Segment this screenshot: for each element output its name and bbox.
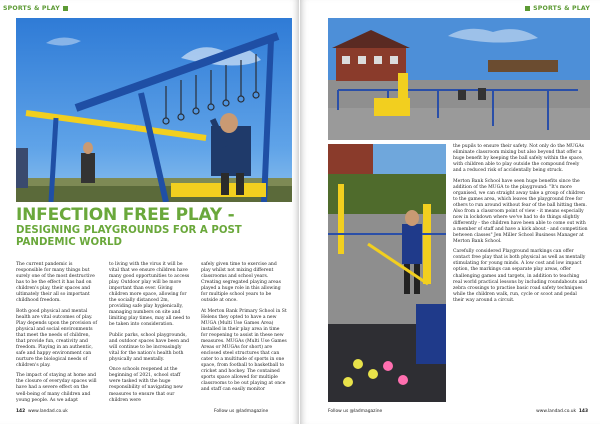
paragraph: safely given time to exercise and play whilst not mixing different classrooms and school years. Creating segregated playing areas played a huge role in this allowing for multiple school years to be outside at once. — [201, 262, 281, 304]
hero-photo-climbing-frame — [16, 18, 292, 202]
section-label: SPORTS & PLAY — [3, 5, 60, 12]
right-page — [300, 0, 600, 424]
article-title: INFECTION FREE PLAY - — [16, 205, 235, 225]
section-square-icon — [525, 6, 530, 11]
paragraph: Both good physical and mental health are vital outcomes of play. Play depends upon the provision of physical and social environments that meet the needs of children, that provide fun, creativity and freedom. Playing in an authentic, safe and happy environment can nurture the biological needs of children's play. — [16, 308, 98, 369]
section-square-icon — [63, 6, 68, 11]
paragraph: Once schools reopened at the beginning of 2021, school staff were tasked with the huge responsibility of navigating new measures to ensure that our children were — [109, 367, 183, 403]
text-column-1 — [16, 262, 99, 408]
paragraph: Public parks, school playgrounds, and outdoor spaces have been and will continue to be increasingly vital for the nation's health both physically and mentally. — [109, 332, 190, 362]
follow-text-right: Follow us @ladmagazine — [328, 409, 383, 414]
hero-photo-illustration — [16, 18, 292, 202]
muga-photo-illustration — [328, 18, 590, 140]
paragraph: Merton Bank School have seen huge benefits since the addition of the MUGA to the playground: "It's more organised, we can straight away take a group of children to the games area, which leaves the playground free for others to run around without fear of the ball hitting them. Also from a classroom point of view - it means especially now in lockdown where we've had to do things slightly differently - the children have been able to come out with a member of staff and have a kick about - and competition between classes" Jen Miller School Business Manager at Merton Bank School. — [453, 178, 588, 244]
paragraph: At Merton Bank Primary School in St Helens they opted to have a new MUGA (Multi Use Games Area) installed in their play area in time for reopening to assist in these new measures. MUGAs (Multi Use Games Areas or MUGAs for short) are enclosed steel structures that can cater to a multitude of sports in one space, from football to basketball to cricket and hockey. The contained sports space allowed for multiple classrooms to be out playing at once and staff can easily monitor — [201, 308, 287, 393]
section-tag-right — [522, 5, 590, 12]
footer-left-follow — [214, 409, 268, 414]
website-link-left[interactable]: www.landad.co.uk — [27, 409, 68, 414]
left-page — [0, 0, 299, 424]
footer-right-follow — [328, 409, 382, 414]
follow-text-left: Follow us @ladmagazine — [214, 409, 269, 414]
paragraph: The impact of staying at home and the closure of everyday spaces will have had a severe effect on the well-being of many children and young people. As we adapt — [16, 373, 97, 403]
page-number-left: 142 — [16, 409, 26, 414]
photo-playground-muga — [328, 18, 590, 140]
children-photo-illustration — [328, 144, 446, 402]
section-label: SPORTS & PLAY — [533, 5, 590, 12]
paragraph: the pupils to ensure their safety. Not only do the MUGAs eliminate classroom mixing but also beyond that offer a huge benefit by keeping the ball safely within the space, with children able to play outside the compound freely and a reduced risk of accidentally being struck. — [453, 144, 584, 174]
photo-children-playground — [328, 144, 446, 402]
website-link-right[interactable]: www.landad.co.uk — [536, 409, 577, 414]
article-subtitle — [16, 225, 292, 249]
paragraph: Carefully considered Playground markings can offer contact free play that is both physical as well as mentally stimulating for young minds. A low cost and low impact option, the markings can separate play areas, offer challenging games and targets, in addition to teaching real world practical lessons by including roundabouts and zebra crossings to practise basic road safety techniques while the children walk, run, cycle or scoot and pedal their way around a circuit. — [453, 249, 588, 303]
paragraph: The current pandemic is responsible for many things but surely one of the most destructive has to be the effect it has had on children's play, their spaces and ultimately their all so important childhood freedom. — [16, 262, 95, 304]
section-tag-left — [3, 5, 71, 12]
footer-right-pagination — [536, 409, 588, 414]
paragraph: to living with the virus it will be vital that we ensure children have many good opportunities to access play. Outdoor play will be more important than ever. Giving children more space, allowing for the socially distanced 2m, providing safe play hygienically, managing numbers on site and limiting play times, may all need to be taken into consideration. — [109, 262, 191, 328]
subtitle-line-1: DESIGNING PLAYGROUNDS FOR A POST — [16, 225, 242, 236]
subtitle-line-2: PANDEMIC WORLD — [16, 237, 122, 248]
text-column-3 — [201, 262, 287, 398]
text-column-right — [453, 144, 588, 308]
footer-left-pagination — [16, 409, 68, 414]
text-column-2 — [109, 262, 192, 408]
page-number-right: 143 — [578, 409, 588, 414]
